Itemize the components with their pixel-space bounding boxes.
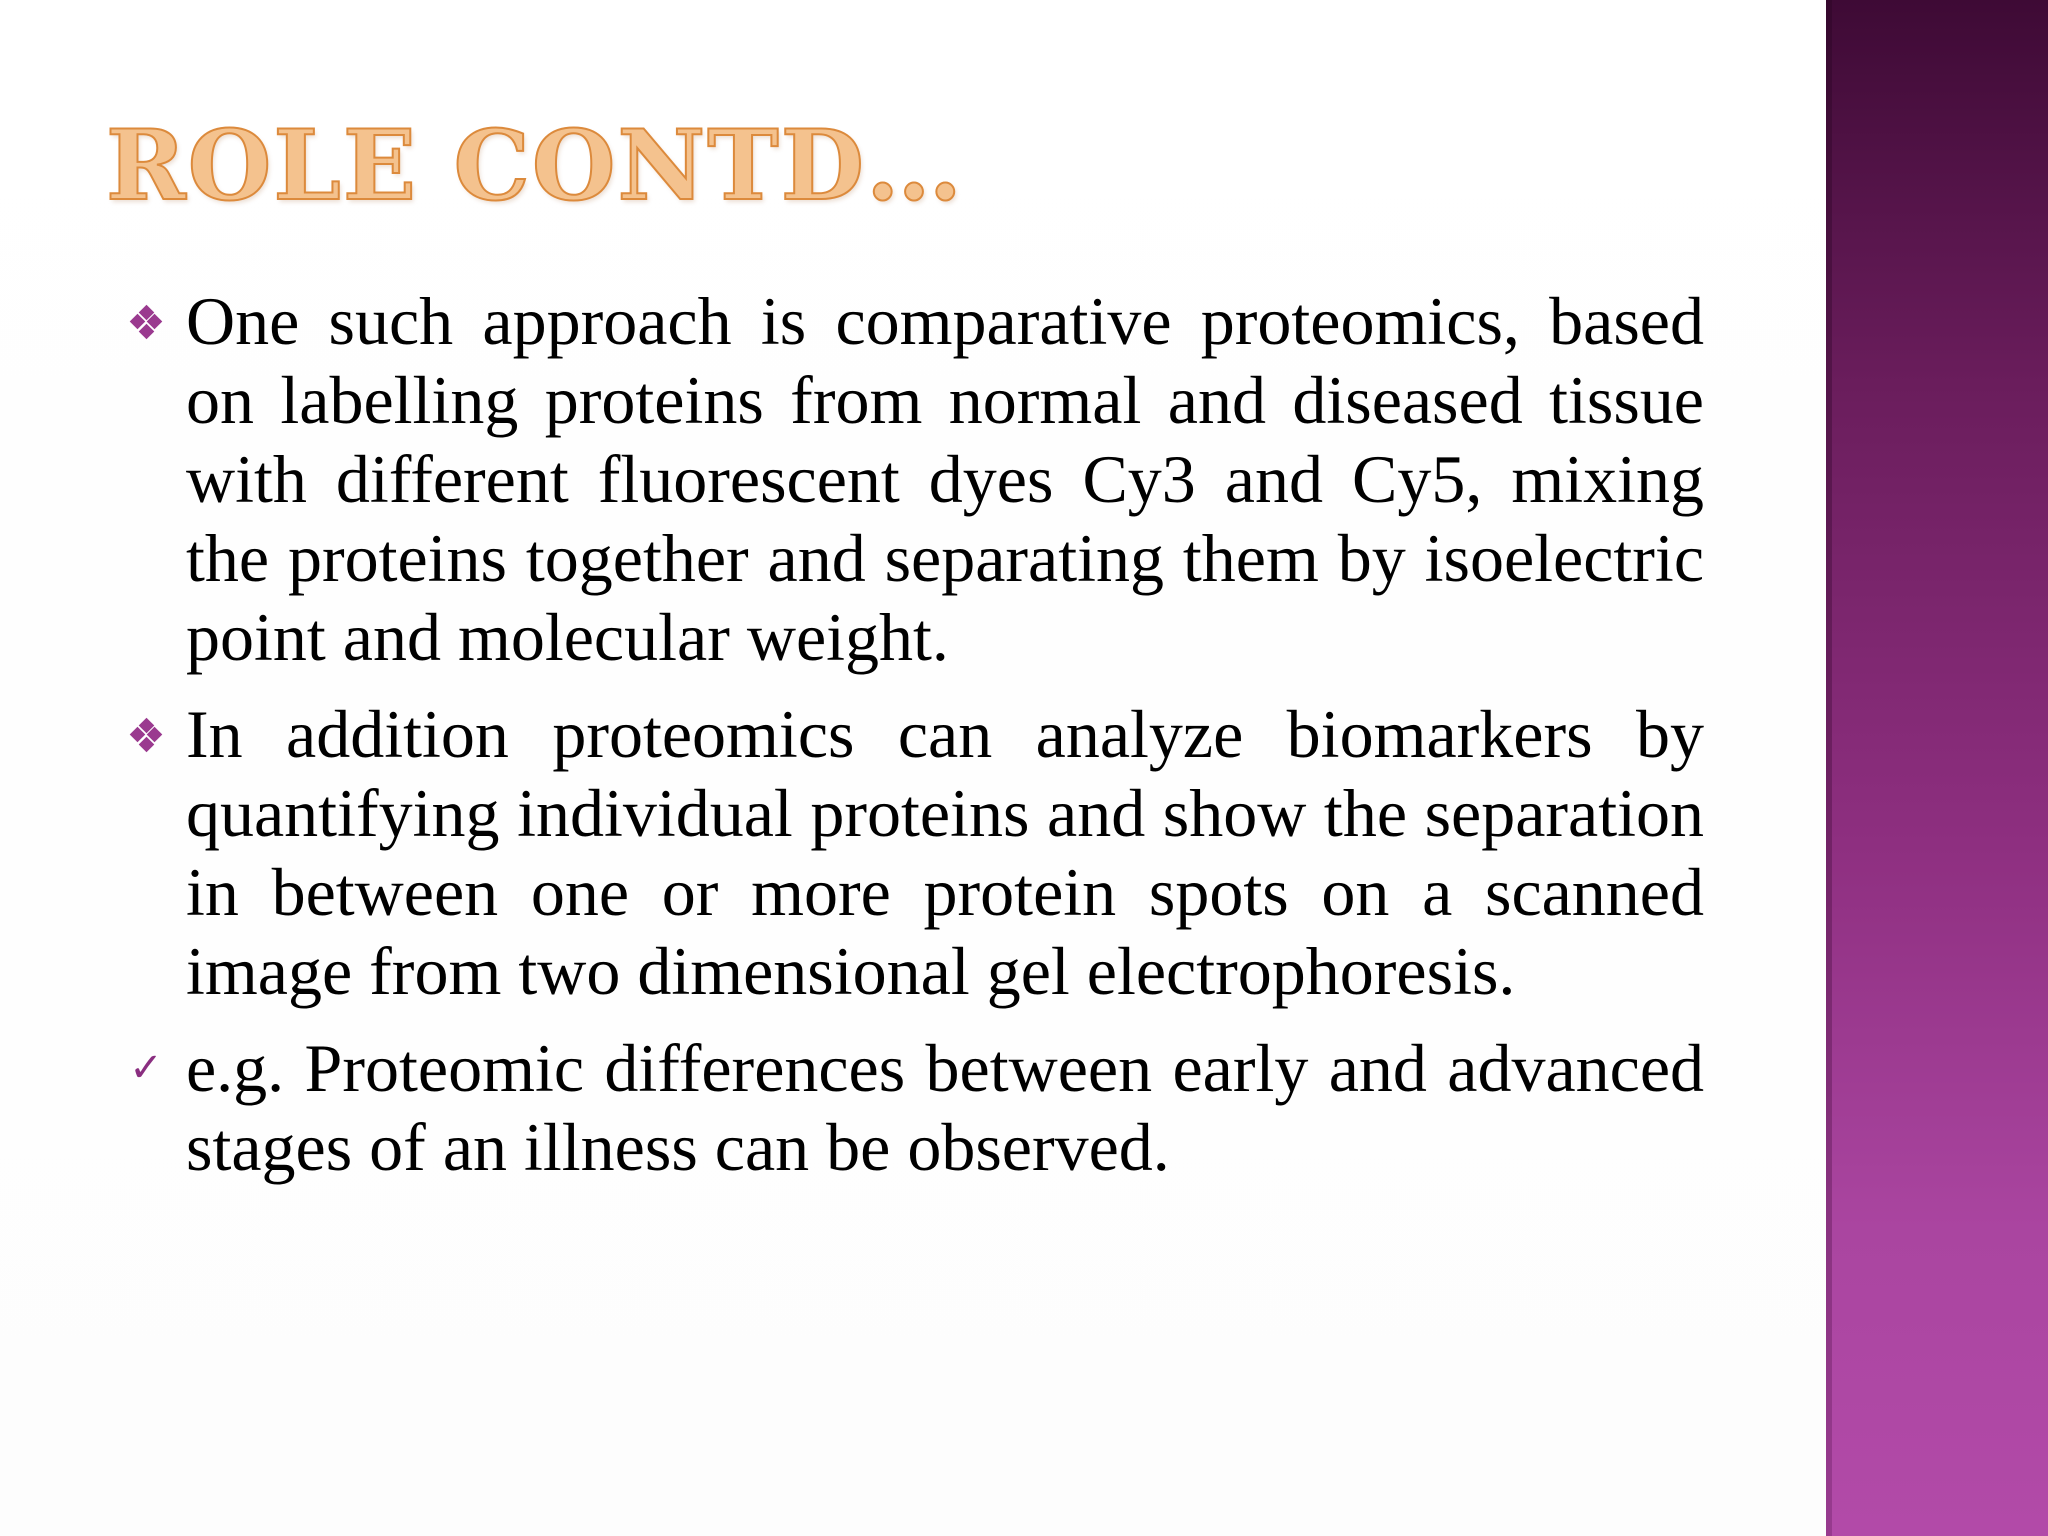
bullet-text: e.g. Proteomic differences between early and advanced stages of an illness can be observed. bbox=[186, 1030, 1704, 1185]
side-bar-edge bbox=[1826, 0, 1832, 1536]
checkmark-icon: ✓ bbox=[129, 1045, 163, 1091]
bullet-item-3 bbox=[129, 1029, 1704, 1187]
bullet-item-2 bbox=[186, 695, 1704, 1011]
bullet-text: One such approach is comparative proteomics, based on labelling proteins from normal and diseased tissue with different fluorescent dyes Cy3 and Cy5, mixing the proteins together and separating them by isoelectric point and molecular weight. bbox=[186, 283, 1704, 675]
bullet-item-1 bbox=[186, 282, 1704, 677]
bullet-text: In addition proteomics can analyze biomarkers by quantifying individual proteins and show the separation in between one or more protein spots on a scanned image from two dimensional gel electrophoresis. bbox=[186, 696, 1704, 1009]
diamond-bullet-icon bbox=[124, 282, 168, 361]
decorative-side-bar bbox=[1826, 0, 2048, 1536]
bullet-list bbox=[0, 282, 1826, 1205]
diamond-bullet-icon bbox=[124, 695, 168, 774]
slide-title: ROLE CONTD… bbox=[106, 109, 964, 222]
